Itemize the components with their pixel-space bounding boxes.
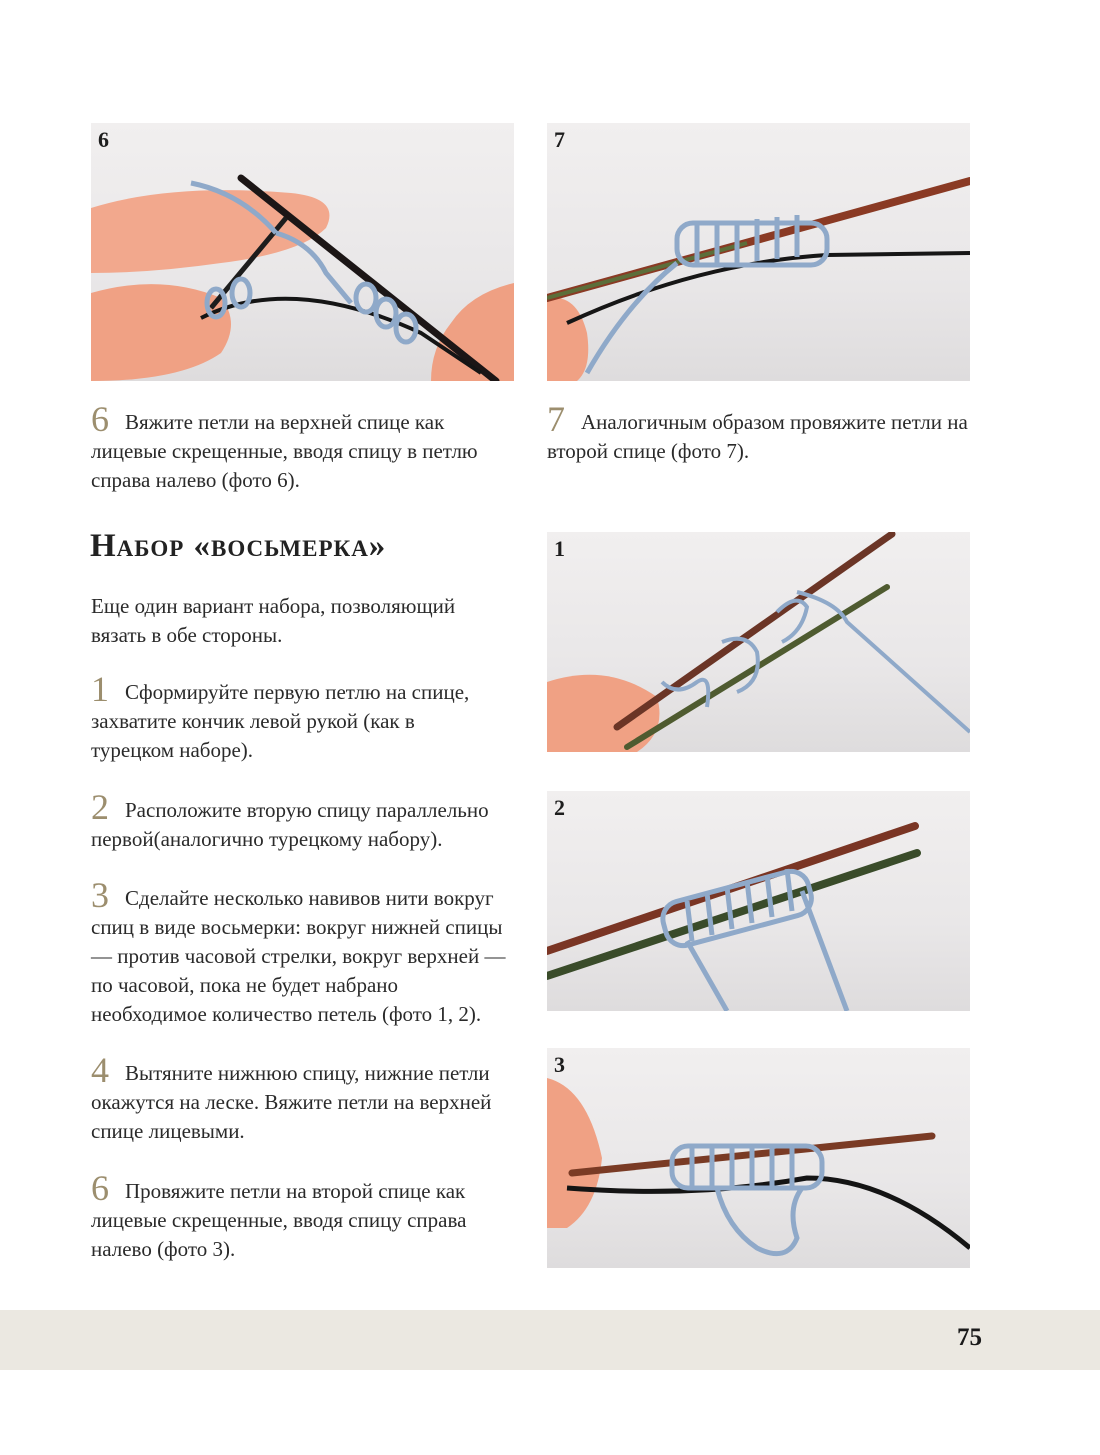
step-number: 6 bbox=[91, 399, 109, 439]
step-4 bbox=[91, 1050, 511, 1146]
step-text: Расположите вторую спицу параллельно первой(аналогично турецкому набору). bbox=[91, 798, 489, 851]
photo-7 bbox=[547, 123, 970, 381]
step-text: Вытяните нижнюю спицу, нижние петли окажутся на леске. Вяжите петли на верхней спице лицевыми. bbox=[91, 1061, 492, 1143]
knitting-illustration bbox=[547, 532, 970, 752]
section-intro: Еще один вариант набора, позволяющий вязать в обе стороны. bbox=[91, 594, 456, 647]
photo-label: 3 bbox=[554, 1052, 565, 1077]
section-title: Набор «восьмерка» bbox=[90, 528, 387, 564]
page-number: 75 bbox=[957, 1324, 982, 1351]
photo-label: 2 bbox=[554, 795, 565, 820]
step-number: 4 bbox=[91, 1050, 109, 1090]
caption-text: Вяжите петли на верхней спице как лицевые скрещенные, вводя спицу в петлю справа налево (фото 6). bbox=[91, 410, 478, 492]
caption-7 bbox=[547, 399, 972, 466]
caption-6 bbox=[91, 399, 501, 495]
step-text: Сделайте несколько навивов нити вокруг спиц в виде восьмерки: вокруг нижней спицы — против часовой стрелки, вокруг верхней — по часовой, пока не будет набрано необходимое количество петель (фото 1, 2). bbox=[91, 886, 506, 1026]
photo-6 bbox=[91, 123, 514, 381]
step-6 bbox=[91, 1168, 511, 1264]
photo-3 bbox=[547, 1048, 970, 1268]
step-3 bbox=[91, 875, 511, 1029]
photo-1 bbox=[547, 532, 970, 752]
knitting-illustration bbox=[547, 791, 970, 1011]
step-2 bbox=[91, 787, 501, 854]
knitting-illustration bbox=[547, 1048, 970, 1268]
photo-label: 1 bbox=[554, 536, 565, 561]
photo-label: 6 bbox=[98, 127, 109, 152]
step-number: 2 bbox=[91, 787, 109, 827]
knitting-illustration bbox=[91, 123, 514, 381]
step-number: 1 bbox=[91, 669, 109, 709]
photo-2 bbox=[547, 791, 970, 1011]
page-footer bbox=[0, 1310, 1100, 1370]
knitting-illustration bbox=[547, 123, 970, 381]
step-1 bbox=[91, 669, 501, 765]
step-text: Сформируйте первую петлю на спице, захватите кончик левой рукой (как в турецком наборе). bbox=[91, 680, 470, 762]
photo-label: 7 bbox=[554, 127, 565, 152]
caption-text: Аналогичным образом провяжите петли на второй спице (фото 7). bbox=[547, 410, 968, 463]
step-number: 6 bbox=[91, 1168, 109, 1208]
step-number: 3 bbox=[91, 875, 109, 915]
step-text: Провяжите петли на второй спице как лицевые скрещенные, вводя спицу справа налево (фото 3). bbox=[91, 1179, 467, 1261]
step-number: 7 bbox=[547, 399, 565, 439]
